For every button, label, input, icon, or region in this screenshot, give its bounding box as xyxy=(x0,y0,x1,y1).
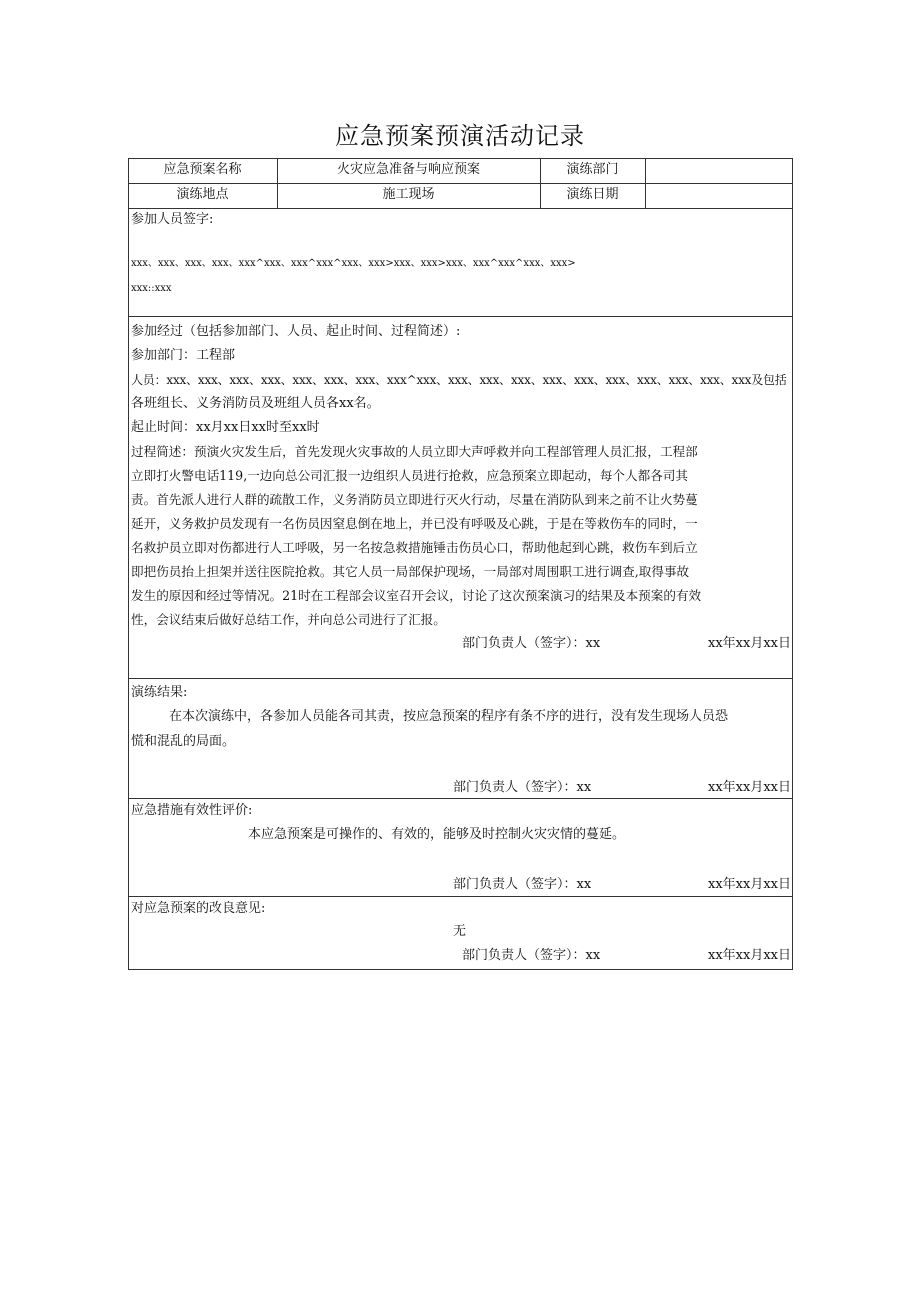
row-divider xyxy=(128,316,793,317)
col-divider xyxy=(645,158,646,208)
evaluation-text: 本应急预案是可操作的、有效的，能够及时控制火灾灾情的蔓延。 xyxy=(248,827,626,842)
process-heading: 参加经过（包括参加部门、人员、起止时间、过程简述）: xyxy=(131,324,461,339)
improvement-signature: 部门负责人（签字）：xx xyxy=(462,948,601,963)
location-label: 演练地点 xyxy=(176,187,229,202)
process-summary-line: 责。首先派人进行人群的疏散工作，义务消防员立即进行灭火行动，尽量在消防队到来之前不让火势蔓 xyxy=(131,492,698,507)
location-value: 施工现场 xyxy=(382,187,435,202)
improvement-text: 无 xyxy=(453,924,467,939)
improvement-date: xx年xx月xx日 xyxy=(708,948,791,963)
participants-signatures: xxx、xxx、xxx、xxx、xxx^xxx、xxx^xxx^xxx、xxx>xxx、xxx>xxx、xxx^xxx^xxx、xxx> xyxy=(131,258,576,269)
process-staff: 人员：xxx、xxx、xxx、xxx、xxx、xxx、xxx、xxx^xxx、xxx、xxx、xxx、xxx、xxx、xxx、xxx、xxx、xxx、xxx及包括 xyxy=(131,373,787,387)
result-text-2: 慌和混乱的局面。 xyxy=(131,734,236,749)
result-signature: 部门负责人（签字）：xx xyxy=(453,780,592,795)
process-dept: 参加部门：工程部 xyxy=(131,348,236,363)
result-date: xx年xx月xx日 xyxy=(708,780,791,795)
process-summary-line: 即把伤员抬上担架并送往医院抢救。其它人员一局部保护现场，一局部对周围职工进行调查,取得事故 xyxy=(131,564,690,579)
date-label: 演练日期 xyxy=(566,187,619,202)
result-label: 演练结果: xyxy=(131,685,188,700)
result-text: 在本次演练中，各参加人员能各司其责，按应急预案的程序有条不序的进行，没有发生现场人员恐 xyxy=(169,709,729,724)
evaluation-label: 应急措施有效性评价: xyxy=(131,803,253,818)
participants-label: 参加人员签字: xyxy=(131,212,214,227)
process-staff-2: 各班组长、义务消防员及班组人员各xx名。 xyxy=(131,396,380,411)
process-summary-line: 名救护员立即对伤都进行人工呼吸，另一名按急救措施锤击伤员心口，帮助他起到心跳，救伤车到后立 xyxy=(131,540,698,555)
dept-label: 演练部门 xyxy=(566,162,619,177)
process-summary-line: 性，会议结束后做好总结工作，并向总公司进行了汇报。 xyxy=(131,612,446,627)
process-summary-line: 发生的原因和经过等情况。21时在工程部会议室召开会议，讨论了这次预案演习的结果及本预案的有效 xyxy=(131,588,702,603)
row-divider xyxy=(128,208,793,209)
improvement-label: 对应急预案的改良意见: xyxy=(131,901,266,916)
row-divider xyxy=(128,678,793,679)
process-signature: 部门负责人（签字）：xx xyxy=(462,636,601,651)
plan-name-value: 火灾应急准备与响应预案 xyxy=(336,162,480,177)
process-summary-line: 立即打火警电话119,一边向总公司汇报一边组织人员进行抢救，应急预案立即起动，每个人都各司其 xyxy=(131,468,688,483)
process-date: xx年xx月xx日 xyxy=(708,636,791,651)
evaluation-date: xx年xx月xx日 xyxy=(708,877,791,892)
evaluation-signature: 部门负责人（签字）：xx xyxy=(453,877,592,892)
plan-name-label: 应急预案名称 xyxy=(163,162,242,177)
process-summary-line: 过程简述：预演火灾发生后，首先发现火灾事故的人员立即大声呼救并向工程部管理人员汇报，工程部 xyxy=(131,444,698,459)
page-title: 应急预案预演活动记录 xyxy=(335,122,585,150)
process-summary-line: 延开，义务救护员发现有一名伤员因窒息倒在地上，并已没有呼吸及心跳，于是在等救伤车的同时，一 xyxy=(131,516,698,531)
participants-signatures-2: xxx::xxx xyxy=(131,283,172,294)
process-time: 起止时间：xx月xx日xx时至xx时 xyxy=(131,420,320,435)
